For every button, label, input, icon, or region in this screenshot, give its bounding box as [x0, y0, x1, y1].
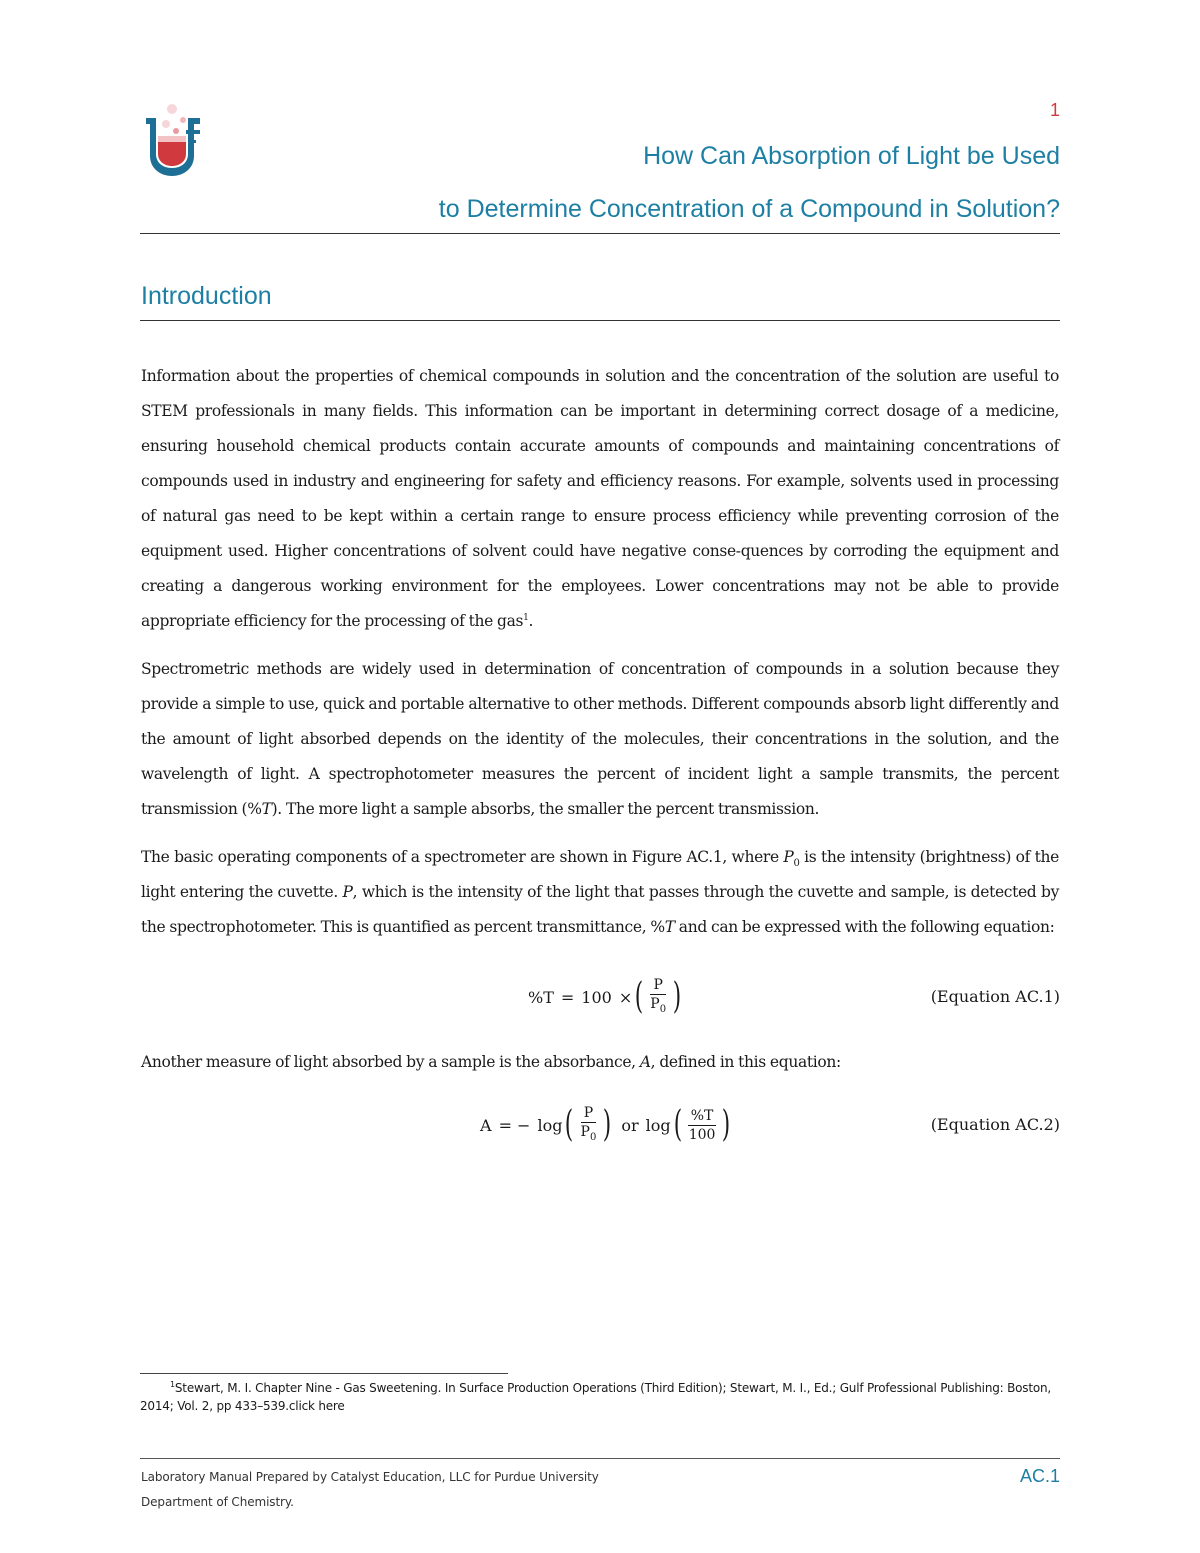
var-a: A — [639, 1053, 651, 1071]
paragraph-3-part4: and can be expressed with the following equation: — [674, 918, 1055, 936]
paragraph-2-end: ). The more light a sample absorbs, the smaller the percent transmission. — [271, 800, 820, 818]
var-p: P — [342, 883, 353, 901]
var-p0: P — [783, 848, 794, 866]
footnote — [140, 1379, 1060, 1415]
footer-line-1: Laboratory Manual Prepared by Catalyst Education, LLC for Purdue University — [141, 1470, 599, 1484]
var-t: T — [664, 918, 675, 936]
eq1-numerator: P — [650, 976, 665, 995]
footer-divider — [140, 1458, 1060, 1459]
paragraph-4-part2: , defined in this equation: — [650, 1053, 841, 1071]
equation-ac2 — [140, 1100, 1060, 1150]
footnote-text[interactable]: Stewart, M. I. Chapter Nine - Gas Sweetening. In Surface Production Operations (Third Edition); Stewart, M. I., Ed.; Gulf Professional Publishing: Boston, 2014; Vol. 2, pp 433–539.click here — [140, 1381, 1051, 1413]
paragraph-3-part3: , which is the intensity of the light that passes through the cuvette and sample, is detected by the spectrophotometer. This is quantified as percent transmittance, % — [141, 883, 1059, 936]
equation-ac1 — [140, 972, 1060, 1022]
paragraph-1-text: Information about the properties of chemical compounds in solution and the concentration of the solution are useful to STEM professionals in many fields. This information can be important in determining correct dosage of a medicine, ensuring household chemical products contain accurate amounts of compounds and maintaining concentrations of compounds used in industry and engineering for safety and efficiency reasons. For example, solvents used in processing of natural gas need to be kept within a certain range to ensure process efficiency while preventing corrosion of the equipment used. Higher concentrations of solvent could have negative conse-quences by corroding the equipment and creating a dangerous working environment for the employees. Lower concentrations may not be able to provide appropriate efficiency for the processing of the gas — [141, 367, 1059, 630]
page-number: AC.1 — [1019, 1466, 1060, 1486]
eq2-log-1: log — [537, 1115, 563, 1135]
eq2-fraction-2 — [686, 1107, 719, 1144]
eq1-lhs: %T — [528, 987, 554, 1007]
eq1-fraction — [647, 976, 669, 1019]
eq2-or: or — [621, 1115, 639, 1135]
equation-ac1-label: (Equation AC.1) — [930, 987, 1060, 1006]
paragraph-1-end: . — [528, 612, 534, 630]
eq1-equals: = — [560, 987, 575, 1007]
section-divider — [140, 320, 1060, 321]
paragraph-1 — [141, 359, 1059, 639]
var-p0-sub: 0 — [793, 858, 800, 870]
paragraph-3-part2: is the intensity (brightness) of the light entering the cuvette. — [141, 848, 1059, 901]
title-divider — [140, 233, 1060, 234]
paragraph-3 — [141, 840, 1059, 945]
var-t: T — [261, 800, 272, 818]
equation-ac2-body: A = − log ( $\frac{P}{P_0}$ ) or log ( $\frac{\%T}{100}$ ) — [480, 1104, 731, 1145]
header-corner-mark: 1 — [1050, 100, 1061, 120]
footnote-divider — [140, 1373, 508, 1374]
eq2-log-2: log — [645, 1115, 671, 1135]
page-title-line-2: to Determine Concentration of a Compound in Solution? — [438, 195, 1060, 223]
eq2-fraction-1 — [578, 1104, 600, 1147]
eq1-times: × — [618, 987, 633, 1007]
eq2-denominator-1: $P_0$ — [580, 1123, 597, 1143]
page-title-line-1: How Can Absorption of Light be Used — [643, 142, 1060, 170]
eq2-numerator-1: P — [581, 1104, 596, 1123]
paragraph-2-text: Spectrometric methods are widely used in determination of concentration of compounds in a solution because they provide a simple to use, quick and portable alternative to other methods. Different compounds absorb light differently and the amount of light absorbed depends on the identity of the molecules, their concentrations in the solution, and the wavelength of light. A spectrophotometer measures the percent of incident light a sample transmits, the percent transmission (% — [141, 660, 1059, 818]
footnote-marker: 1 — [170, 1380, 175, 1389]
footnote-ref-1[interactable]: 1 — [523, 612, 529, 623]
eq2-denominator-2: 100 — [688, 1126, 716, 1143]
eq1-denominator: $P_0$ — [650, 995, 667, 1015]
paragraph-4 — [141, 1045, 1059, 1080]
paragraph-2 — [141, 652, 1059, 827]
beaker-logo — [140, 100, 210, 180]
eq1-coef: 100 — [581, 987, 612, 1007]
section-heading: Introduction — [141, 282, 272, 310]
eq2-numerator-2: %T — [688, 1107, 717, 1126]
equation-ac1-body: %T = 100 × ( $\frac{P}{P_0}$ ) — [528, 976, 682, 1017]
eq2-lhs: A — [480, 1115, 492, 1135]
footer-line-2: Department of Chemistry. — [141, 1495, 294, 1509]
paragraph-4-part1: Another measure of light absorbed by a sample is the absorbance, — [141, 1053, 640, 1071]
eq2-equals: = − — [498, 1115, 531, 1135]
equation-ac2-label: (Equation AC.2) — [930, 1115, 1060, 1134]
paragraph-3-part1: The basic operating components of a spectrometer are shown in Figure AC.1, where — [141, 848, 784, 866]
